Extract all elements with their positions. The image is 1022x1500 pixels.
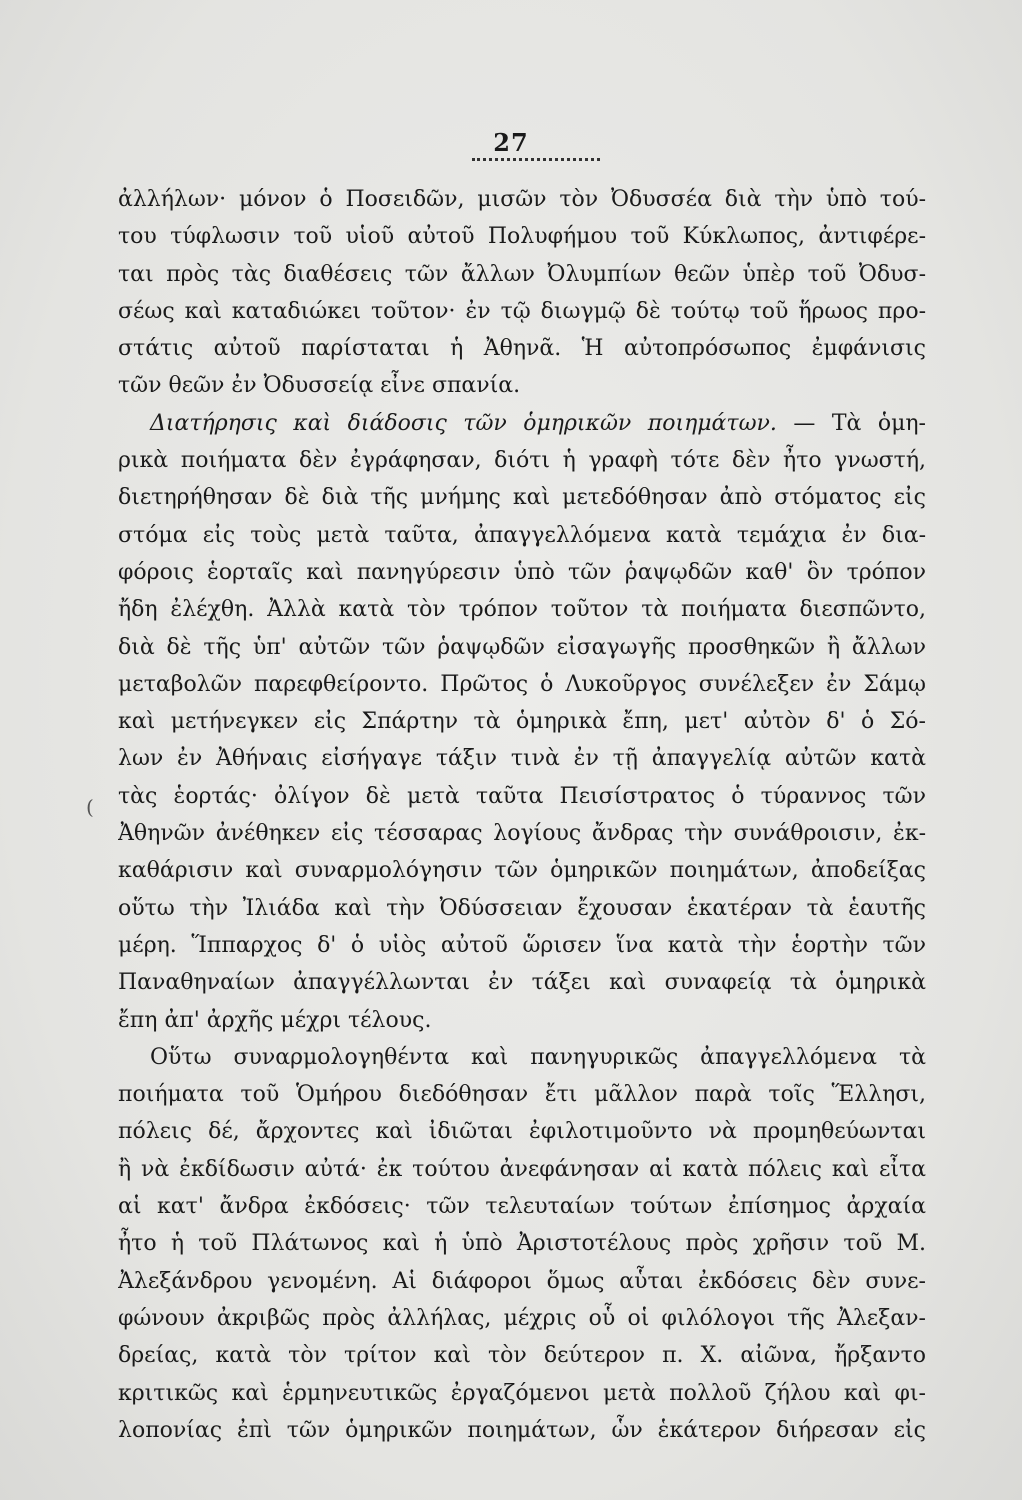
text-line: καθάρισιν καὶ συναρμολόγησιν τῶν ὁμηρικῶν ποιημάτων, ἀποδείξας bbox=[118, 858, 926, 884]
text-line: διὰ δὲ τῆς ὑπ' αὐτῶν τῶν ῥαψῳδῶν εἰσαγωγῆς προσθηκῶν ἢ ἄλλων bbox=[118, 634, 926, 660]
text-line: φόροις ἑορταῖς καὶ πανηγύρεσιν ὑπὸ τῶν ῥαψῳδῶν καθ' ὃν τρόπον bbox=[118, 559, 926, 585]
section-title: Διατήρησις καὶ διάδοσις τῶν ὁμηρικῶν ποιημάτων. bbox=[150, 410, 777, 436]
text-line: στόμα εἰς τοὺς μετὰ ταῦτα, ἀπαγγελλόμενα κατὰ τεμάχια ἐν δια- bbox=[118, 522, 926, 548]
text-line: στάτις αὐτοῦ παρίσταται ἡ Ἀθηνᾶ. Ἡ αὐτοπρόσωπος ἐμφάνισις bbox=[118, 336, 926, 362]
text-line: ποιήματα τοῦ Ὁμήρου διεδόθησαν ἔτι μᾶλλον παρὰ τοῖς Ἕλλησι, bbox=[118, 1082, 926, 1108]
page-number: 27 bbox=[493, 128, 529, 157]
text-line: λων ἐν Ἀθήναις εἰσήγαγε τάξιν τινὰ ἐν τῇ ἀπαγγελίᾳ αὐτῶν κατὰ bbox=[118, 746, 926, 772]
text-line: Ἀθηνῶν ἀνέθηκεν εἰς τέσσαρας λογίους ἄνδρας τὴν συνάθροισιν, ἐκ- bbox=[118, 821, 926, 847]
header-rule bbox=[472, 158, 600, 161]
text-line: τῶν θεῶν ἐν Ὀδυσσείᾳ εἶνε σπανία. bbox=[118, 373, 521, 399]
text-line: Ἀλεξάνδρου γενομένη. Αἱ διάφοροι ὅμως αὗται ἐκδόσεις δὲν συνε- bbox=[118, 1268, 926, 1294]
text-line: λοπονίας ἐπὶ τῶν ὁμηρικῶν ποιημάτων, ὧν ἑκάτερον διήρεσαν εἰς bbox=[118, 1417, 926, 1443]
body-text bbox=[118, 181, 926, 1449]
text-line: Οὕτω συναρμολογηθέντα καὶ πανηγυρικῶς ἀπαγγελλόμενα τὰ bbox=[150, 1044, 926, 1070]
text-line: ται πρὸς τὰς διαθέσεις τῶν ἄλλων Ὀλυμπίων θεῶν ὑπὲρ τοῦ Ὀδυσ- bbox=[118, 261, 926, 287]
text-line: σέως καὶ καταδιώκει τοῦτον· ἐν τῷ διωγμῷ δὲ τούτῳ τοῦ ἥρωος προ- bbox=[118, 298, 926, 324]
text-line: μεταβολῶν παρεφθείροντο. Πρῶτος ὁ Λυκοῦργος συνέλεξεν ἐν Σάμῳ bbox=[118, 671, 926, 697]
section-heading-line bbox=[118, 405, 926, 442]
text-line: του τύφλωσιν τοῦ υἱοῦ αὐτοῦ Πολυφήμου τοῦ Κύκλωπος, ἀντιφέρε- bbox=[118, 224, 926, 250]
text-line: ἤδη ἐλέχθη. Ἀλλὰ κατὰ τὸν τρόπον τοῦτον τὰ ποιήματα διεσπῶντο, bbox=[118, 597, 926, 623]
text-line: κριτικῶς καὶ ἑρμηνευτικῶς ἐργαζόμενοι μετὰ πολλοῦ ζήλου καὶ φι- bbox=[118, 1380, 926, 1406]
text-line: καὶ μετήνεγκεν εἰς Σπάρτην τὰ ὁμηρικὰ ἔπη, μετ' αὐτὸν δ' ὁ Σό- bbox=[118, 709, 926, 735]
margin-mark: ( bbox=[86, 795, 94, 819]
text-line: αἱ κατ' ἄνδρα ἐκδόσεις· τῶν τελευταίων τούτων ἐπίσημος ἀρχαία bbox=[118, 1194, 926, 1220]
text-line: μέρη. Ἵππαρχος δ' ὁ υἱὸς αὐτοῦ ὥρισεν ἵνα κατὰ τὴν ἑορτὴν τῶν bbox=[118, 932, 926, 958]
text-line: οὕτω τὴν Ἰλιάδα καὶ τὴν Ὀδύσσειαν ἔχουσαν ἑκατέραν τὰ ἑαυτῆς bbox=[118, 895, 926, 921]
text-line: ρικὰ ποιήματα δὲν ἐγράφησαν, διότι ἡ γραφὴ τότε δὲν ἦτο γνωστή, bbox=[118, 448, 926, 474]
text-line: Παναθηναίων ἀπαγγέλλωνται ἐν τάξει καὶ συναφείᾳ τὰ ὁμηρικὰ bbox=[118, 970, 926, 996]
text-line: ἢ νὰ ἐκδίδωσιν αὐτά· ἐκ τούτου ἀνεφάνησαν αἱ κατὰ πόλεις καὶ εἶτα bbox=[118, 1156, 926, 1182]
text-line: ἀλλήλων· μόνον ὁ Ποσειδῶν, μισῶν τὸν Ὀδυσσέα διὰ τὴν ὑπὸ τού- bbox=[118, 187, 926, 212]
text-line: ἦτο ἡ τοῦ Πλάτωνος καὶ ἡ ὑπὸ Ἀριστοτέλους πρὸς χρῆσιν τοῦ Μ. bbox=[118, 1231, 926, 1257]
text-line: τὰς ἑορτάς· ὀλίγον δὲ μετὰ ταῦτα Πεισίστρατος ὁ τύραννος τῶν bbox=[118, 783, 926, 809]
text-line: πόλεις δέ, ἄρχοντες καὶ ἰδιῶται ἐφιλοτιμοῦντο νὰ προμηθεύωνται bbox=[118, 1119, 926, 1145]
text-line: διετηρήθησαν δὲ διὰ τῆς μνήμης καὶ μετεδόθησαν ἀπὸ στόματος εἰς bbox=[118, 485, 926, 511]
text-line: ἔπη ἀπ' ἀρχῆς μέχρι τέλους. bbox=[118, 1007, 432, 1033]
text-line: δρείας, κατὰ τὸν τρίτον καὶ τὸν δεύτερον π. Χ. αἰῶνα, ἤρξαντο bbox=[118, 1343, 926, 1369]
section-title-continuation: — Τὰ ὁμη- bbox=[793, 410, 926, 436]
text-line: φώνουν ἀκριβῶς πρὸς ἀλλήλας, μέχρις οὗ οἱ φιλόλογοι τῆς Ἀλεξαν- bbox=[118, 1305, 926, 1331]
